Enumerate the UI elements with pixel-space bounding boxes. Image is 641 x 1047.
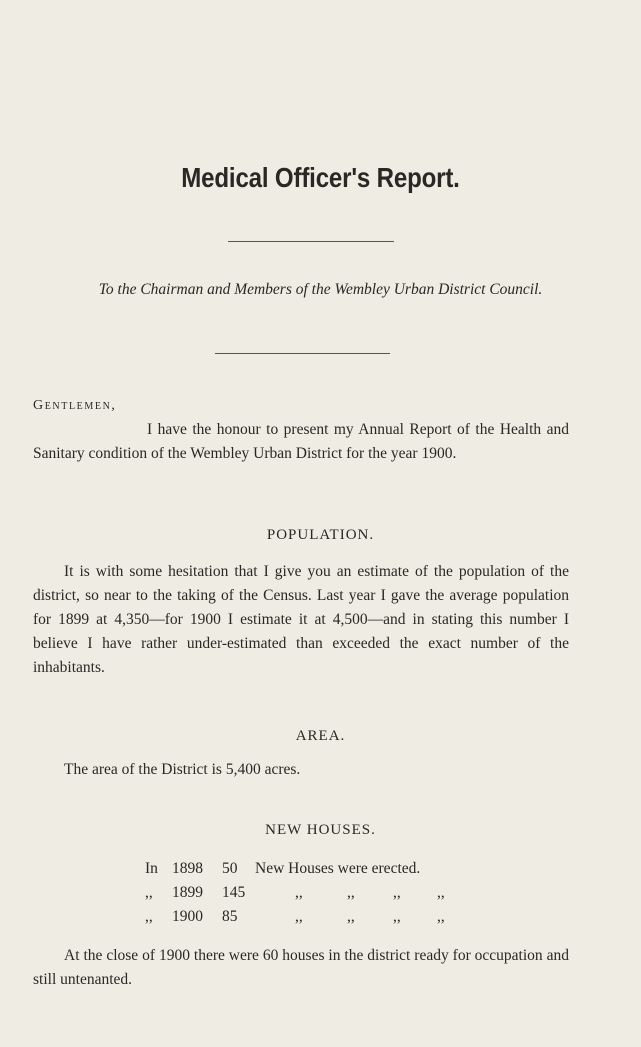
houses-row [0,884,641,908]
intro-paragraph: I have the honour to present my Annual Report of the Health and Sanitary condition of the Wembley Urban District for the year 1900. [33,421,569,462]
ditto-mark: ,, [437,884,445,901]
ditto-mark: ,, [295,884,303,901]
divider-bottom [215,353,390,354]
new-houses-paragraph: At the close of 1900 there were 60 houses in the district ready for occupation and still untenanted. [33,947,569,988]
area-paragraph: The area of the District is 5,400 acres. [64,761,301,778]
row-count: 50 [222,860,238,877]
ditto-mark: ,, [295,908,303,925]
ditto-mark: ,, [393,908,401,925]
row-year: 1899 [172,884,203,901]
divider-top [228,241,394,242]
ditto-mark: ,, [347,884,355,901]
population-paragraph: It is with some hesitation that I give you an estimate of the population of the district, so near to the taking of the Census. Last year I gave the average population for 1899 at 4,350—for 1900 I estimate it at 4,500—and in stating this number I believe I have rather under-estimated than exceeded the exact number of the inhabitants. [33,563,569,676]
report-title: Medical Officer's Report. [181,162,460,193]
houses-row [0,860,641,884]
row-count: 85 [222,908,238,925]
ditto-mark: ,, [347,908,355,925]
ditto-mark: ,, [437,908,445,925]
row-year: 1900 [172,908,203,925]
ditto-mark: ,, [393,884,401,901]
row-prefix: In [145,860,158,877]
new-houses-heading: NEW HOUSES. [265,822,376,838]
row-year: 1898 [172,860,203,877]
row-prefix: ,, [145,884,153,901]
area-heading: AREA. [295,728,346,744]
houses-row [0,908,641,932]
row-count: 145 [222,884,246,901]
row-prefix: ,, [145,908,153,925]
row-text: New Houses were erected. [255,860,421,877]
population-heading: POPULATION. [266,527,375,543]
address-line: To the Chairman and Members of the Wembley Urban District Council. [98,281,543,298]
salutation: Gentlemen, [33,398,117,413]
